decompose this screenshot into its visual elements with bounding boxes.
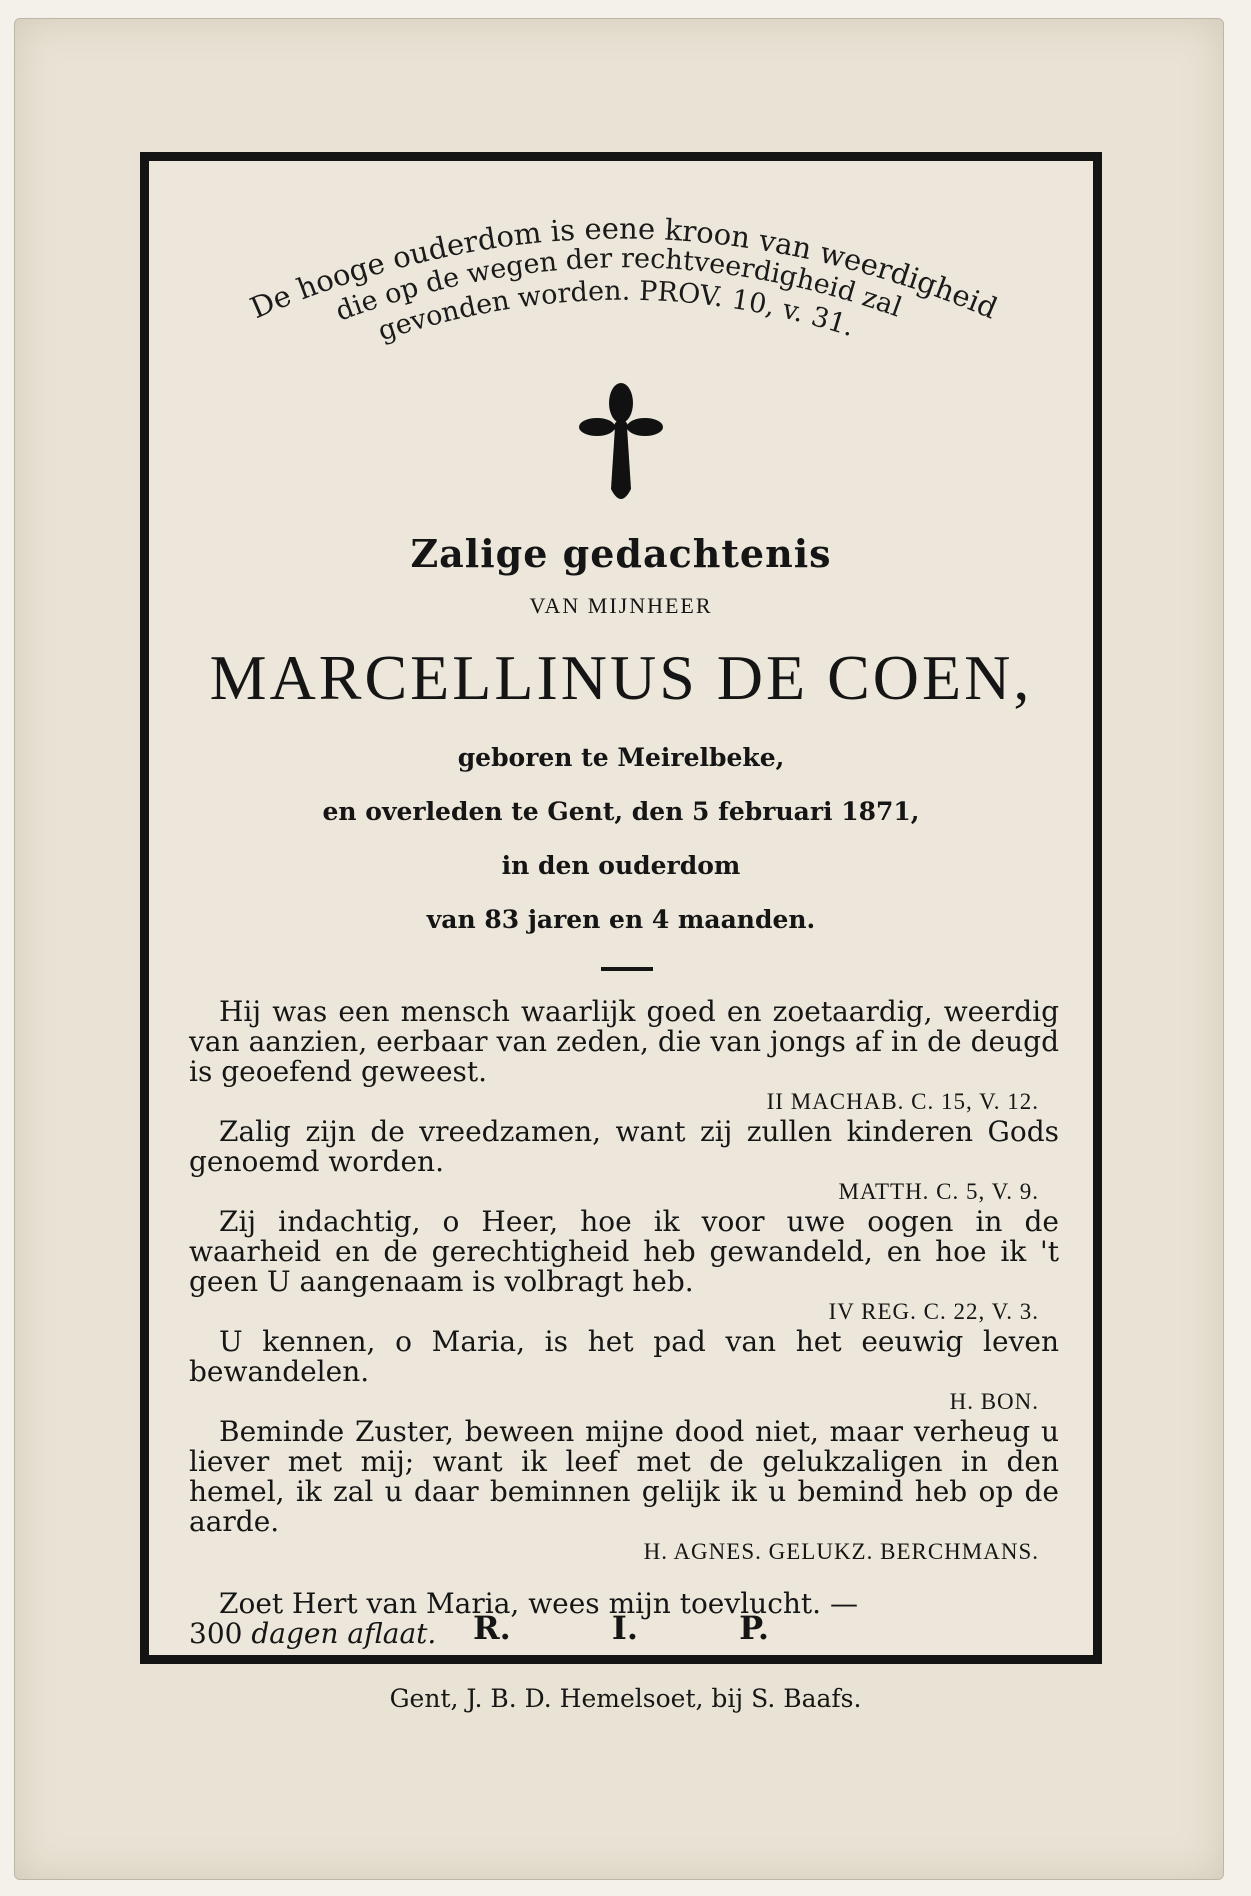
verse-text: U kennen, o Maria, is het pad van het eeuwig leven bewandelen. bbox=[189, 1325, 1059, 1388]
verse-text: Beminde Zuster, beween mijne dood niet, maar verheug u liever met mij; want ik leef met de gelukzaligen in den hemel, ik zal u daar beminnen gelijk ik u bemind heb op de aarde. bbox=[189, 1415, 1059, 1538]
prayer-text: Zoet Hert van Maria, wees mijn toevlucht. — bbox=[219, 1587, 858, 1620]
death-date: en overleden te Gent, den 5 februari 1871, bbox=[322, 797, 920, 826]
verse-reference: MATTH. C. 5, V. 9. bbox=[838, 1179, 1039, 1204]
motto-line-2: die op de wegen der rechtveerdigheid zal bbox=[331, 243, 906, 328]
verse-reference: H. BON. bbox=[949, 1389, 1039, 1414]
birth-place: geboren te Meirelbeke, bbox=[457, 743, 785, 772]
verse-text: Hij was een mensch waarlijk goed en zoetaardig, weerdig van aanzien, eerbaar van zeden, die van jongs af in de deugd is geoefend geweest. bbox=[189, 995, 1059, 1088]
motto-line-3: gevonden worden. PROV. 10, v. 31. bbox=[374, 275, 859, 348]
memorial-title: Zalige gedachtenis bbox=[410, 531, 832, 576]
printer-credit: Gent, J. B. D. Hemelsoet, bij S. Baafs. bbox=[389, 1684, 862, 1713]
cross-icon bbox=[579, 379, 663, 509]
verse-block bbox=[189, 997, 1059, 1649]
verse-text: Zalig zijn de vreedzamen, want zij zullen kinderen Gods genoemd worden. bbox=[189, 1115, 1059, 1178]
memorial-subtitle: VAN MIJNHEER bbox=[529, 593, 713, 618]
deceased-name: MARCELLINUS DE COEN, bbox=[209, 642, 1033, 713]
indulgence-number: 300 bbox=[189, 1617, 243, 1650]
verse-text: Zij indachtig, o Heer, hoe ik voor uwe oogen in de waarheid en de gerechtigheid heb gewandeld, en hoe ik 't geen U aangenaam is volbragt heb. bbox=[189, 1205, 1059, 1298]
rip-label: R. I. P. bbox=[472, 1609, 770, 1647]
age-intro: in den ouderdom bbox=[501, 851, 741, 880]
motto-line-1: De hooge ouderdom is eene kroon van weerdigheid bbox=[245, 211, 1003, 326]
verse-reference: H. AGNES. GELUKZ. BERCHMANS. bbox=[643, 1539, 1039, 1564]
divider bbox=[601, 967, 653, 971]
black-border-frame bbox=[140, 152, 1102, 1664]
verse-reference: IV REG. C. 22, V. 3. bbox=[828, 1299, 1039, 1324]
age: van 83 jaren en 4 maanden. bbox=[426, 905, 816, 934]
indulgence-text: dagen aflaat. bbox=[251, 1617, 437, 1650]
verse-reference: II MACHAB. C. 15, V. 12. bbox=[766, 1089, 1039, 1114]
